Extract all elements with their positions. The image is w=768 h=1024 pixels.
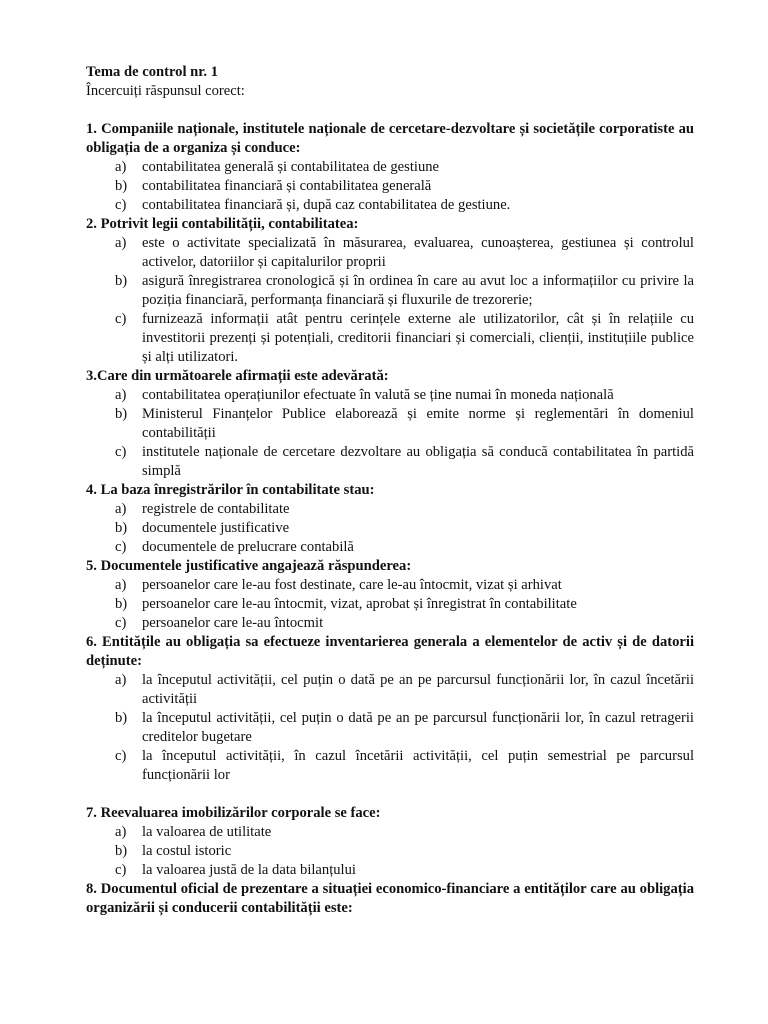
question-text: 2. Potrivit legii contabilității, contabilitatea: (86, 216, 359, 232)
question-text: 1. Companiile naționale, institutele naționale de cercetare-dezvoltare și societățile corporatiste au obligația de a organiza și conduce: (86, 121, 694, 156)
option-letter: b) (115, 406, 128, 422)
answer-options (86, 158, 694, 215)
answer-option (86, 671, 694, 709)
question-block (86, 557, 694, 633)
document-instruction: Încercuiți răspunsul corect: (86, 83, 245, 99)
option-letter: a) (115, 235, 127, 251)
option-letter: a) (115, 501, 127, 517)
option-text: contabilitatea generală și contabilitatea de gestiune (142, 159, 440, 175)
option-text: este o activitate specializată în măsurarea, evaluarea, cunoașterea, gestiunea și controlul activelor, datoriilor și capitalurilor proprii (142, 235, 694, 270)
option-letter: c) (115, 748, 127, 764)
option-letter: b) (115, 843, 128, 859)
answer-option (86, 405, 694, 443)
answer-option (86, 196, 694, 215)
option-text: documentele de prelucrare contabilă (142, 539, 354, 555)
answer-option (86, 709, 694, 747)
question-block (86, 120, 694, 215)
answer-option (86, 747, 694, 785)
option-text: persoanelor care le-au întocmit, vizat, aprobat și înregistrat în contabilitate (142, 596, 577, 612)
blank-line (86, 785, 694, 804)
question-text: 4. La baza înregistrărilor în contabilitate stau: (86, 482, 375, 498)
question-text: 5. Documentele justificative angajează răspunderea: (86, 558, 412, 574)
option-text: furnizează informații atât pentru cerințele externe ale utilizatorilor, cât și în relațiile cu investitorii prezenți și potențiali, creditorii financiari și comerciali, clienții, instituțiile publice și alți utilizatori. (142, 311, 694, 365)
answer-options (86, 234, 694, 367)
option-text: la începutul activității, în cazul încetării activității, cel puțin semestrial pe parcursul funcționării lor (142, 748, 694, 783)
document-title: Tema de control nr. 1 (86, 64, 219, 80)
option-text: contabilitatea financiară și contabilitatea generală (142, 178, 432, 194)
option-text: documentele justificative (142, 520, 290, 536)
answer-option (86, 177, 694, 196)
answer-options (86, 671, 694, 785)
answer-option (86, 861, 694, 880)
option-text: Ministerul Finanțelor Publice elaborează și emite norme și reglementări în domeniul contabilității (142, 406, 694, 441)
option-letter: a) (115, 824, 127, 840)
option-text: institutele naționale de cercetare dezvoltare au obligația să conducă contabilitatea în partidă simplă (142, 444, 694, 479)
question-text: 7. Reevaluarea imobilizărilor corporale se face: (86, 805, 381, 821)
option-letter: b) (115, 596, 128, 612)
option-text: la valoarea de utilitate (142, 824, 272, 840)
option-letter: c) (115, 862, 127, 878)
option-letter: a) (115, 672, 127, 688)
blank-line (86, 101, 694, 120)
option-text: la costul istoric (142, 843, 232, 859)
answer-option (86, 595, 694, 614)
option-letter: c) (115, 615, 127, 631)
question-text: 3.Care din următoarele afirmații este adevărată: (86, 368, 389, 384)
answer-option (86, 519, 694, 538)
question-list (86, 120, 694, 918)
answer-options (86, 500, 694, 557)
option-text: persoanelor care le-au întocmit (142, 615, 324, 631)
option-letter: c) (115, 311, 127, 327)
question-block (86, 804, 694, 880)
option-letter: c) (115, 539, 127, 555)
document-content (86, 63, 694, 918)
answer-option (86, 310, 694, 367)
answer-option (86, 272, 694, 310)
option-text: contabilitatea financiară și, după caz contabilitatea de gestiune. (142, 197, 511, 213)
question-block (86, 633, 694, 785)
answer-option (86, 614, 694, 633)
option-letter: a) (115, 577, 127, 593)
answer-option (86, 538, 694, 557)
option-letter: b) (115, 710, 128, 726)
option-text: la valoarea justă de la data bilanțului (142, 862, 356, 878)
option-text: asigură înregistrarea cronologică și în ordinea în care au avut loc a informațiilor cu privire la poziția financiară, performanța financiară și fluxurile de trezorerie; (142, 273, 694, 308)
question-block (86, 880, 694, 918)
option-text: registrele de contabilitate (142, 501, 290, 517)
option-text: la începutul activității, cel puțin o dată pe an pe parcursul funcționării lor, în cazul retragerii creditelor bugetare (142, 710, 694, 745)
option-letter: b) (115, 520, 128, 536)
answer-option (86, 386, 694, 405)
answer-option (86, 500, 694, 519)
answer-options (86, 576, 694, 633)
option-letter: b) (115, 178, 128, 194)
question-block (86, 367, 694, 481)
question-block (86, 481, 694, 557)
answer-options (86, 386, 694, 481)
option-letter: b) (115, 273, 128, 289)
option-letter: a) (115, 387, 127, 403)
answer-option (86, 234, 694, 272)
answer-option (86, 823, 694, 842)
answer-option (86, 842, 694, 861)
option-letter: c) (115, 197, 127, 213)
answer-option (86, 158, 694, 177)
option-text: persoanelor care le-au fost destinate, care le-au întocmit, vizat și arhivat (142, 577, 562, 593)
answer-option (86, 576, 694, 595)
answer-options (86, 823, 694, 880)
question-text: 6. Entitățile au obligația sa efectueze inventarierea generala a elementelor de activ și de datorii deținute: (86, 634, 694, 669)
option-letter: c) (115, 444, 127, 460)
option-letter: a) (115, 159, 127, 175)
option-text: contabilitatea operațiunilor efectuate în valută se ține numai în moneda națională (142, 387, 614, 403)
question-block (86, 215, 694, 367)
answer-option (86, 443, 694, 481)
option-text: la începutul activității, cel puțin o dată pe an pe parcursul funcționării lor, în cazul încetării activității (142, 672, 694, 707)
question-text: 8. Documentul oficial de prezentare a situației economico-financiare a entităților care au obligația organizării și conducerii contabilității este: (86, 881, 694, 916)
